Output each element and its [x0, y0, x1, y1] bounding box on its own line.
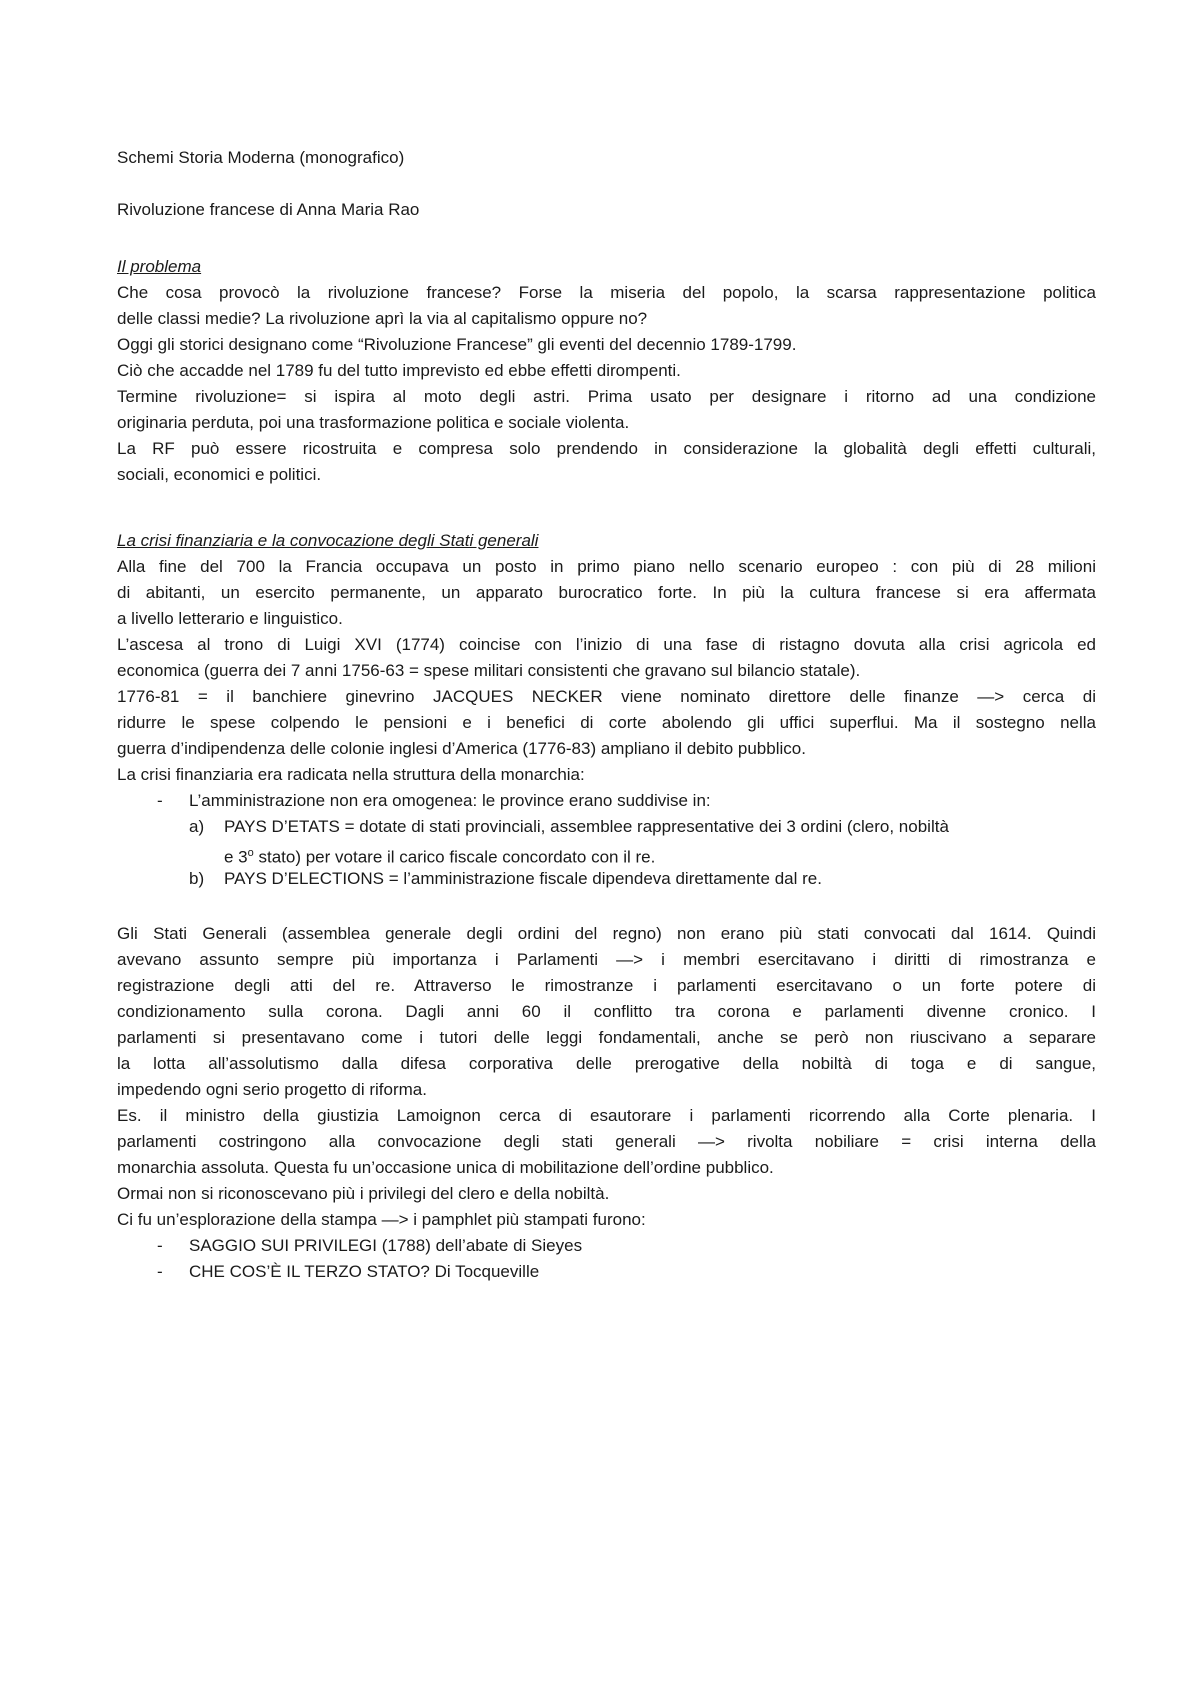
paragraph-line: Es. il ministro della giustizia Lamoignon cerca di esautorare i parlamenti ricorrendo alla Corte plenaria. I [117, 1106, 1096, 1125]
paragraph-line: delle classi medie? La rivoluzione aprì la via al capitalismo oppure no? [117, 309, 648, 328]
paragraph-line: originaria perduta, poi una trasformazione politica e sociale violenta. [117, 413, 630, 432]
paragraph-line: La crisi finanziaria era radicata nella struttura della monarchia: [117, 765, 585, 784]
paragraph-line: ridurre le spese colpendo le pensioni e i benefici di corte abolendo gli uffici superflui. Ma il sostegno nella [117, 713, 1096, 732]
paragraph-line: sociali, economici e politici. [117, 465, 322, 484]
bullet-item: SAGGIO SUI PRIVILEGI (1788) dell’abate di Sieyes [189, 1236, 583, 1255]
paragraph-line: la lotta all’assolutismo dalla difesa corporativa delle prerogative della nobiltà di toga e di sangue, [117, 1054, 1096, 1073]
paragraph-line: guerra d’indipendenza delle colonie inglesi d’America (1776-83) ampliano il debito pubblico. [117, 739, 806, 758]
paragraph-line: Alla fine del 700 la Francia occupava un posto in primo piano nello scenario europeo : con più di 28 milioni [117, 557, 1096, 576]
paragraph-line: condizionamento sulla corona. Dagli anni 60 il conflitto tra corona e parlamenti divenne cronico. I [117, 1002, 1096, 1021]
paragraph-line: impedendo ogni serio progetto di riforma. [117, 1080, 427, 1099]
paragraph-line: di abitanti, un esercito permanente, un apparato burocratico forte. In più la cultura francese si era affermata [117, 583, 1096, 602]
bullet-marker: - [157, 791, 163, 810]
paragraph-line: Termine rivoluzione= si ispira al moto degli astri. Prima usato per designare i ritorno ad una condizione [117, 387, 1096, 406]
paragraph-line: La RF può essere ricostruita e compresa solo prendendo in considerazione la globalità degli effetti culturali, [117, 439, 1096, 458]
paragraph-line: Ciò che accadde nel 1789 fu del tutto imprevisto ed ebbe effetti dirompenti. [117, 361, 681, 380]
list-item-a-line: PAYS D’ETATS = dotate di stati provinciali, assemblee rappresentative dei 3 ordini (clero, nobiltà [224, 817, 949, 836]
paragraph-line: Ci fu un’esplorazione della stampa —> i pamphlet più stampati furono: [117, 1210, 646, 1229]
paragraph-line: avevano assunto sempre più importanza i Parlamenti —> i membri esercitavano i diritti di rimostranza e [117, 950, 1096, 969]
paragraph-line: a livello letterario e linguistico. [117, 609, 343, 628]
paragraph-line: monarchia assoluta. Questa fu un’occasione unica di mobilitazione dell’ordine pubblico. [117, 1158, 774, 1177]
bullet-item: CHE COS’È IL TERZO STATO? Di Tocqueville [189, 1262, 540, 1281]
paragraph-line: parlamenti costringono alla convocazione degli stati generali —> rivolta nobiliare = crisi interna della [117, 1132, 1096, 1151]
list-item-a-line [224, 840, 1096, 866]
list-item-a-text: e 3 [224, 847, 248, 867]
section-heading-problem: Il problema [117, 257, 202, 276]
paragraph-line: Che cosa provocò la rivoluzione francese? Forse la miseria del popolo, la scarsa rappresentazione politica [117, 283, 1096, 302]
book-reference: Rivoluzione francese di Anna Maria Rao [117, 200, 420, 219]
list-item-a-text: stato) per votare il carico fiscale concordato con il re. [253, 847, 656, 867]
superscript: o [247, 847, 254, 859]
paragraph-line: Ormai non si riconoscevano più i privilegi del clero e della nobiltà. [117, 1184, 610, 1203]
list-item-b-line: PAYS D’ELECTIONS = l’amministrazione fiscale dipendeva direttamente dal re. [224, 869, 822, 888]
paragraph-line: Gli Stati Generali (assemblea generale degli ordini del regno) non erano più stati convocati dal 1614. Quindi [117, 924, 1096, 943]
section-heading-financial-crisis: La crisi finanziaria e la convocazione degli Stati generali [117, 531, 539, 550]
document-title: Schemi Storia Moderna (monografico) [117, 148, 405, 167]
paragraph-line: L’ascesa al trono di Luigi XVI (1774) coincise con l’inizio di una fase di ristagno dovuta alla crisi agricola ed [117, 635, 1096, 654]
paragraph-line: parlamenti si presentavano come i tutori delle leggi fondamentali, anche se però non riuscivano a separare [117, 1028, 1096, 1047]
bullet-marker: - [157, 1236, 163, 1255]
paragraph-line: 1776-81 = il banchiere ginevrino JACQUES NECKER viene nominato direttore delle finanze —> cerca di [117, 687, 1096, 706]
list-marker-b: b) [189, 869, 205, 888]
paragraph-line: economica (guerra dei 7 anni 1756-63 = spese militari consistenti che gravano sul bilancio statale). [117, 661, 861, 680]
bullet-item: L’amministrazione non era omogenea: le province erano suddivise in: [189, 791, 711, 810]
list-marker-a: a) [189, 817, 205, 836]
bullet-marker: - [157, 1262, 163, 1281]
paragraph-line: registrazione degli atti del re. Attraverso le rimostranze i parlamenti esercitavano o un forte potere di [117, 976, 1096, 995]
paragraph-line: Oggi gli storici designano come “Rivoluzione Francese” gli eventi del decennio 1789-1799. [117, 335, 797, 354]
